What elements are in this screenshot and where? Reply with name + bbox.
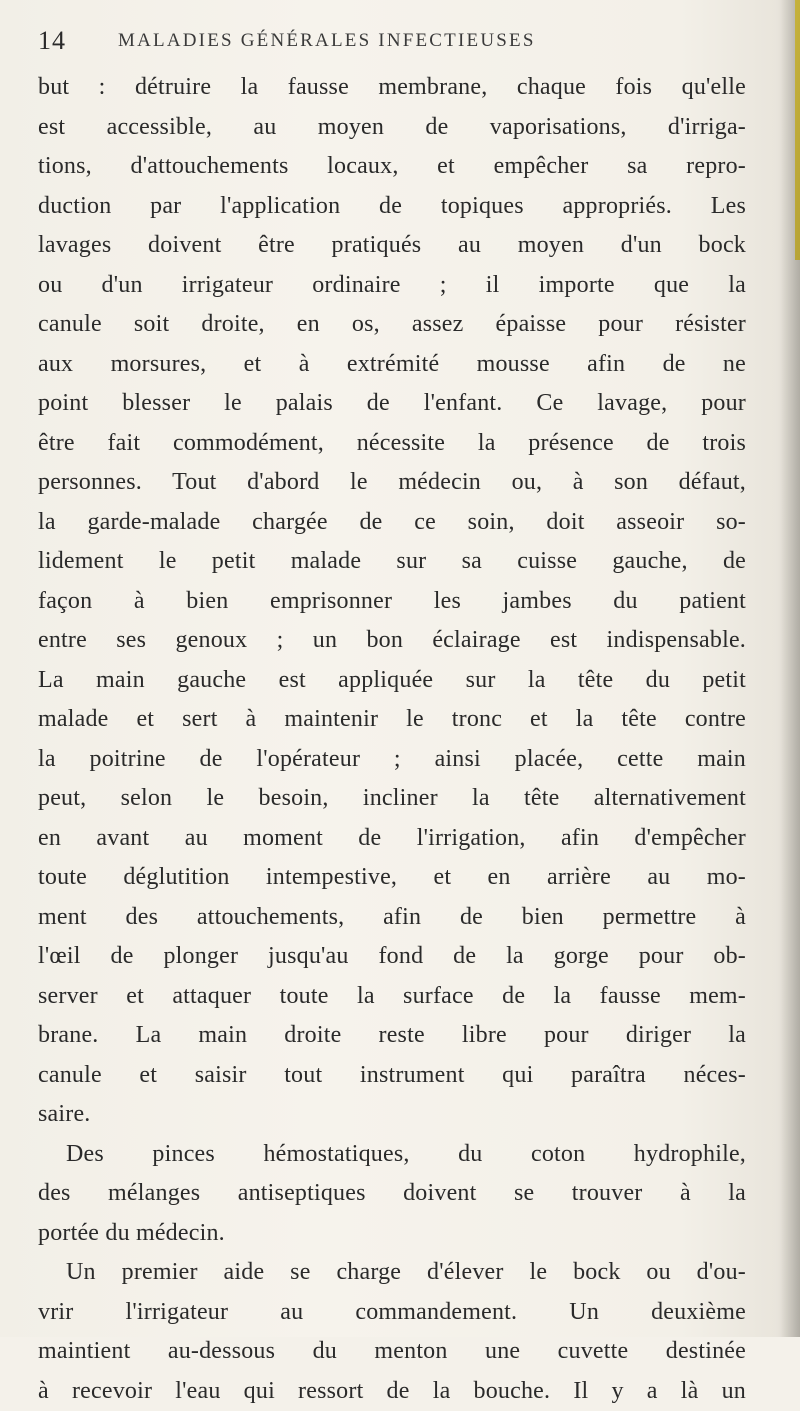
text-line: brane. La main droite reste libre pour diriger la (38, 1016, 746, 1056)
text-line: ou d'un irrigateur ordinaire ; il importe que la (38, 266, 746, 306)
text-line-paragraph-end: portée du médecin. (38, 1214, 746, 1254)
body-text (38, 68, 746, 1411)
page-number: 14 (38, 26, 66, 56)
text-line: en avant au moment de l'irrigation, afin d'empêcher (38, 819, 746, 859)
text-line: canule soit droite, en os, assez épaisse pour résister (38, 305, 746, 345)
text-line: tions, d'attouchements locaux, et empêcher sa repro- (38, 147, 746, 187)
text-line-paragraph-start: Des pinces hémostatiques, du coton hydrophile, (38, 1135, 746, 1175)
text-line: canule et saisir tout instrument qui paraîtra néces- (38, 1056, 746, 1096)
text-line-paragraph-start: Un premier aide se charge d'élever le bock ou d'ou- (38, 1253, 746, 1293)
text-line: toute déglutition intempestive, et en arrière au mo- (38, 858, 746, 898)
text-line: aux morsures, et à extrémité mousse afin de ne (38, 345, 746, 385)
text-line: La main gauche est appliquée sur la tête du petit (38, 661, 746, 701)
text-line: est accessible, au moyen de vaporisations, d'irriga- (38, 108, 746, 148)
text-line: l'œil de plonger jusqu'au fond de la gorge pour ob- (38, 937, 746, 977)
text-line: façon à bien emprisonner les jambes du patient (38, 582, 746, 622)
text-line: lavages doivent être pratiqués au moyen d'un bock (38, 226, 746, 266)
text-line: la poitrine de l'opérateur ; ainsi placée, cette main (38, 740, 746, 780)
text-line: des mélanges antiseptiques doivent se trouver à la (38, 1174, 746, 1214)
text-line: duction par l'application de topiques appropriés. Les (38, 187, 746, 227)
text-line: vrir l'irrigateur au commandement. Un deuxième (38, 1293, 746, 1333)
text-line: être fait commodément, nécessite la présence de trois (38, 424, 746, 464)
text-line: but : détruire la fausse membrane, chaque fois qu'elle (38, 68, 746, 108)
text-line: la garde-malade chargée de ce soin, doit asseoir so- (38, 503, 746, 543)
page-edge-stripe (795, 0, 800, 260)
page-header (38, 20, 758, 60)
text-line: malade et sert à maintenir le tronc et la tête contre (38, 700, 746, 740)
text-line: personnes. Tout d'abord le médecin ou, à son défaut, (38, 463, 746, 503)
text-line: server et attaquer toute la surface de la fausse mem- (38, 977, 746, 1017)
text-line-paragraph-end: saire. (38, 1095, 746, 1135)
text-line: à recevoir l'eau qui ressort de la bouche. Il y a là un (38, 1372, 746, 1411)
text-line: ment des attouchements, afin de bien permettre à (38, 898, 746, 938)
text-line: entre ses genoux ; un bon éclairage est indispensable. (38, 621, 746, 661)
running-head: MALADIES GÉNÉRALES INFECTIEUSES (118, 30, 536, 52)
text-line: maintient au-dessous du menton une cuvette destinée (38, 1332, 746, 1372)
text-line: lidement le petit malade sur sa cuisse gauche, de (38, 542, 746, 582)
text-line: point blesser le palais de l'enfant. Ce lavage, pour (38, 384, 746, 424)
text-line: peut, selon le besoin, incliner la tête alternativement (38, 779, 746, 819)
